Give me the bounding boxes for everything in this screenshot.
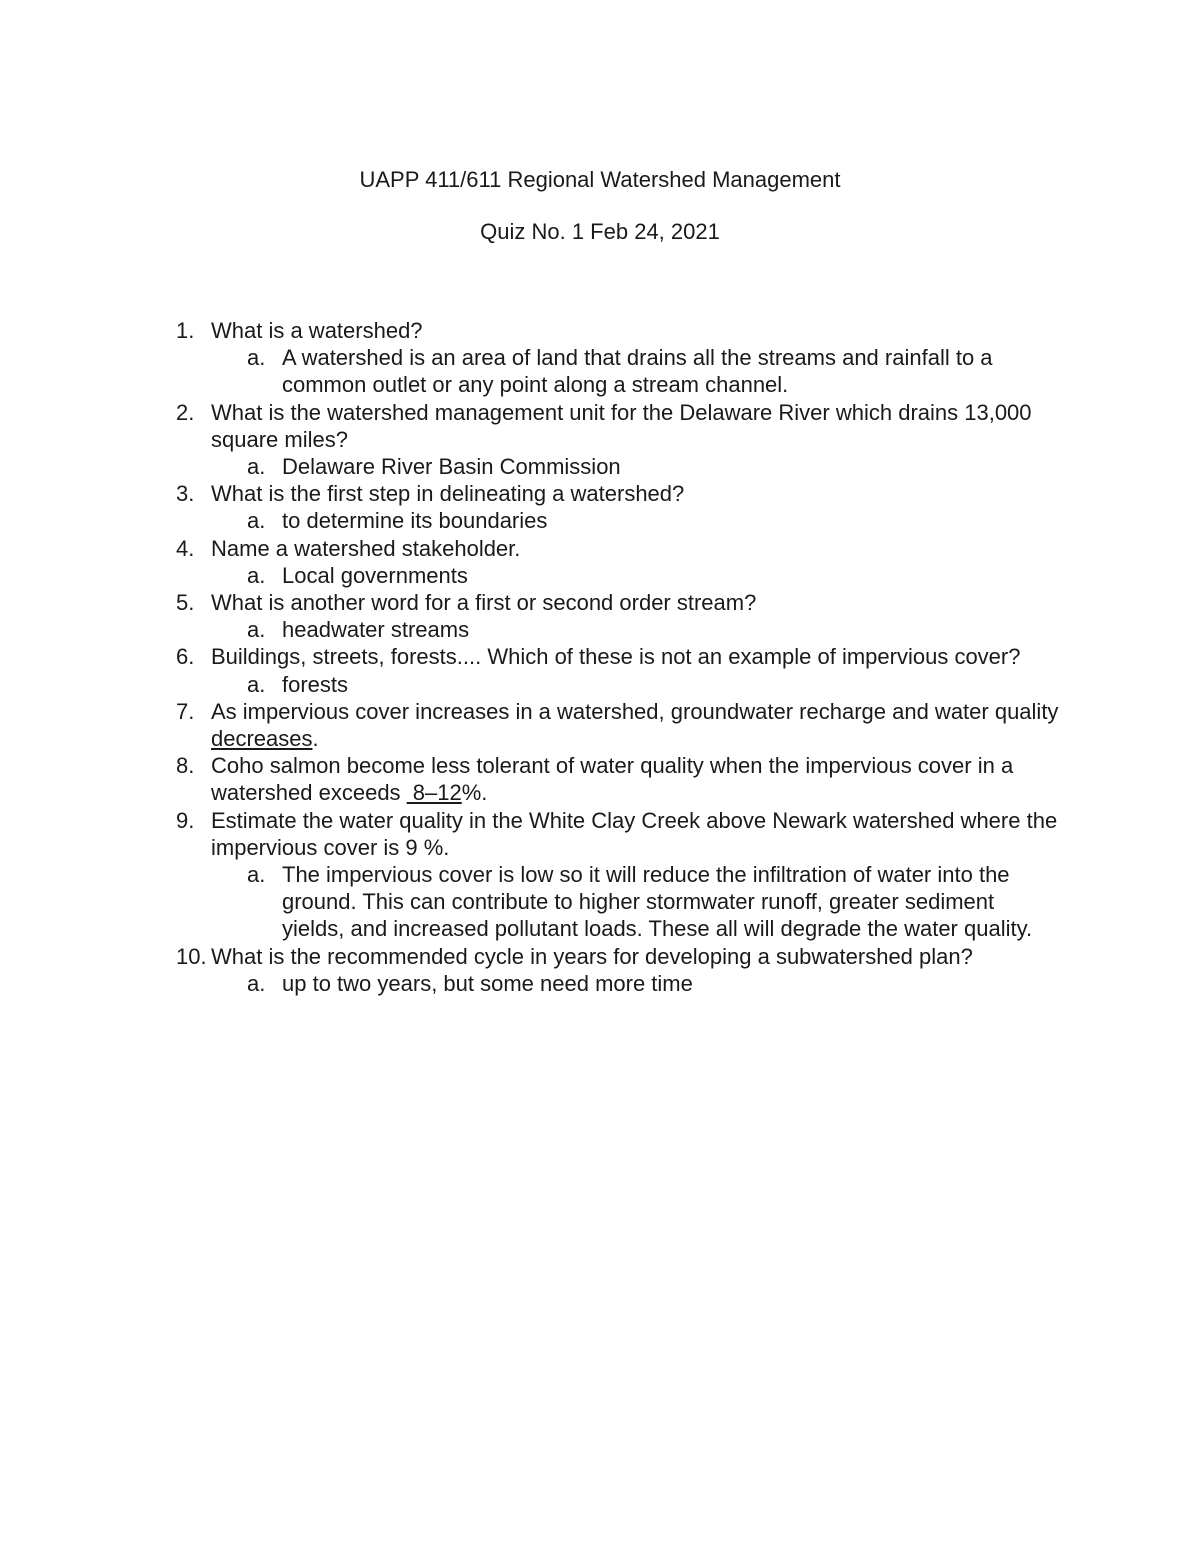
question-item	[0, 643, 1200, 697]
question-text: What is the watershed management unit for the Delaware River which drains 13,000 square miles?	[211, 399, 1032, 452]
question-text-part: %.	[461, 780, 488, 806]
question-text	[211, 752, 1060, 806]
question-number: 5.	[176, 590, 195, 616]
answer-item	[211, 344, 1060, 398]
question-text-part: As impervious cover increases in a watershed, groundwater recharge and water quality	[211, 698, 1059, 724]
answer-text: The impervious cover is low so it will reduce the infiltration of water into the ground. This can contribute to higher stormwater runoff, greater sediment yields, and increased pollutant loads. These all will degrade the water quality.	[282, 862, 1033, 942]
question-number: 8.	[176, 753, 195, 779]
question-text: Estimate the water quality in the White Clay Creek above Newark watershed where the impervious cover is 9 %.	[211, 807, 1058, 860]
quiz-date-line: Quiz No. 1 Feb 24, 2021	[480, 219, 720, 244]
answer-text: Delaware River Basin Commission	[282, 454, 621, 480]
question-number: 7.	[176, 698, 195, 724]
question-number: 9.	[176, 807, 195, 833]
answer-item	[211, 671, 1060, 698]
answer-item	[211, 453, 1060, 480]
question-item	[0, 589, 1200, 643]
question-text: Name a watershed stakeholder.	[211, 535, 521, 561]
underlined-answer: decreases	[211, 726, 313, 752]
answer-letter: a.	[247, 970, 266, 996]
question-item	[0, 399, 1200, 481]
question-item	[0, 807, 1200, 943]
question-text-part: Coho salmon become less tolerant of water quality when the impervious cover in a watershed exceeds	[211, 753, 1014, 806]
answer-text: to determine its boundaries	[282, 508, 548, 534]
question-text: What is the recommended cycle in years for developing a subwatershed plan?	[211, 943, 973, 969]
answer-item	[211, 970, 1060, 997]
answer-item	[211, 507, 1060, 534]
question-text: Buildings, streets, forests.... Which of these is not an example of impervious cover?	[211, 644, 1021, 670]
question-number: 1.	[176, 318, 195, 343]
document-title: UAPP 411/611 Regional Watershed Management	[359, 167, 841, 192]
answer-letter: a.	[247, 862, 266, 888]
question-item	[0, 943, 1200, 997]
answer-letter: a.	[247, 454, 266, 480]
answer-letter: a.	[247, 345, 266, 371]
answer-text: forests	[282, 671, 349, 697]
answer-letter: a.	[247, 508, 266, 534]
answer-letter: a.	[247, 671, 266, 697]
question-text-part: .	[312, 726, 319, 752]
answer-item	[211, 616, 1060, 643]
question-number: 10.	[176, 943, 207, 969]
answer-item	[211, 861, 1060, 943]
question-item	[0, 480, 1200, 534]
answer-letter: a.	[247, 562, 266, 588]
question-item	[0, 698, 1200, 752]
question-number: 4.	[176, 535, 195, 561]
question-list	[0, 317, 1200, 997]
answer-letter: a.	[247, 617, 266, 643]
answer-text: Local governments	[282, 562, 468, 588]
answer-text: headwater streams	[282, 617, 470, 643]
answer-item	[211, 562, 1060, 589]
question-number: 2.	[176, 399, 195, 425]
question-item	[0, 535, 1200, 589]
answer-text: up to two years, but some need more time	[282, 970, 693, 996]
question-text	[211, 698, 1060, 752]
question-item	[0, 752, 1200, 806]
question-text: What is a watershed?	[211, 318, 423, 343]
question-number: 3.	[176, 481, 195, 507]
question-number: 6.	[176, 644, 195, 670]
underlined-answer: 8–12	[406, 780, 462, 806]
question-text: What is the first step in delineating a watershed?	[211, 481, 685, 507]
question-text: What is another word for a first or second order stream?	[211, 590, 757, 616]
answer-text: A watershed is an area of land that drains all the streams and rainfall to a common outlet or any point along a stream channel.	[282, 345, 993, 398]
question-item	[0, 317, 1200, 399]
